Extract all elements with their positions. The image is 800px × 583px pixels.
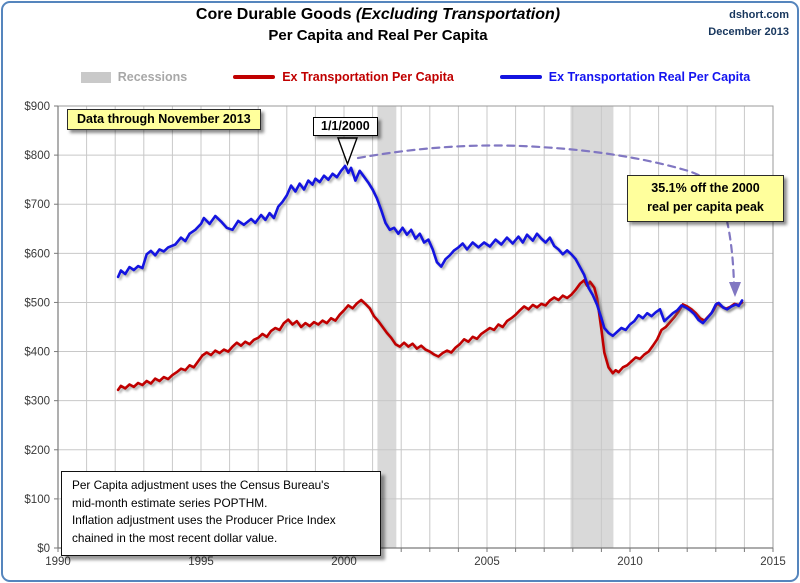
legend-label: Ex Transportation Real Per Capita — [548, 70, 751, 84]
annotation-arrowhead — [729, 282, 741, 297]
y-tick-label: $0 — [37, 543, 50, 555]
data-note-box: Data through November 2013 — [67, 109, 261, 130]
y-tick-label: $500 — [24, 297, 50, 310]
recession-band — [571, 106, 614, 548]
methodology-note-box — [61, 471, 381, 556]
legend-label: Recessions — [117, 70, 188, 84]
y-tick-label: $400 — [24, 346, 50, 359]
source-date: December 2013 — [708, 25, 789, 38]
footnote-line-2: mid-month estimate series POPTHM. — [72, 495, 268, 510]
callout-pointer — [338, 138, 357, 164]
x-tick-label: 1995 — [188, 556, 214, 568]
y-tick-label: $200 — [24, 444, 50, 457]
footnote-line-1: Per Capita adjustment uses the Census Bureau's — [72, 478, 330, 492]
y-tick-label: $100 — [24, 493, 50, 506]
legend-label: Ex Transportation Per Capita — [282, 70, 454, 84]
footnote-line-4: chained in the most recent dollar value. — [72, 531, 278, 546]
y-tick-label: $600 — [24, 248, 50, 261]
title-main: Core Durable Goods — [195, 6, 352, 23]
source-site: dshort.com — [729, 9, 789, 21]
x-tick-label: 2015 — [760, 556, 786, 568]
x-tick-label: 2010 — [617, 556, 643, 568]
title-qualifier: (Excluding Transportation) — [351, 6, 561, 23]
x-tick-label: 1990 — [45, 556, 71, 568]
y-tick-label: $300 — [24, 395, 50, 408]
x-tick-label: 2000 — [331, 556, 357, 568]
y-tick-label: $800 — [24, 150, 50, 163]
off-peak-line-2: real per capita peak — [647, 199, 764, 214]
y-tick-label: $700 — [24, 199, 50, 212]
off-peak-line-1: 35.1% off the 2000 — [651, 181, 760, 195]
peak-date-callout: 1/1/2000 — [313, 117, 378, 136]
y-tick-label: $900 — [24, 101, 50, 113]
x-tick-label: 2005 — [474, 556, 500, 568]
page-subtitle: Per Capita and Real Per Capita — [268, 27, 488, 44]
footnote-line-3: Inflation adjustment uses the Producer Price Index — [72, 513, 336, 528]
off-peak-note-box — [627, 175, 784, 222]
